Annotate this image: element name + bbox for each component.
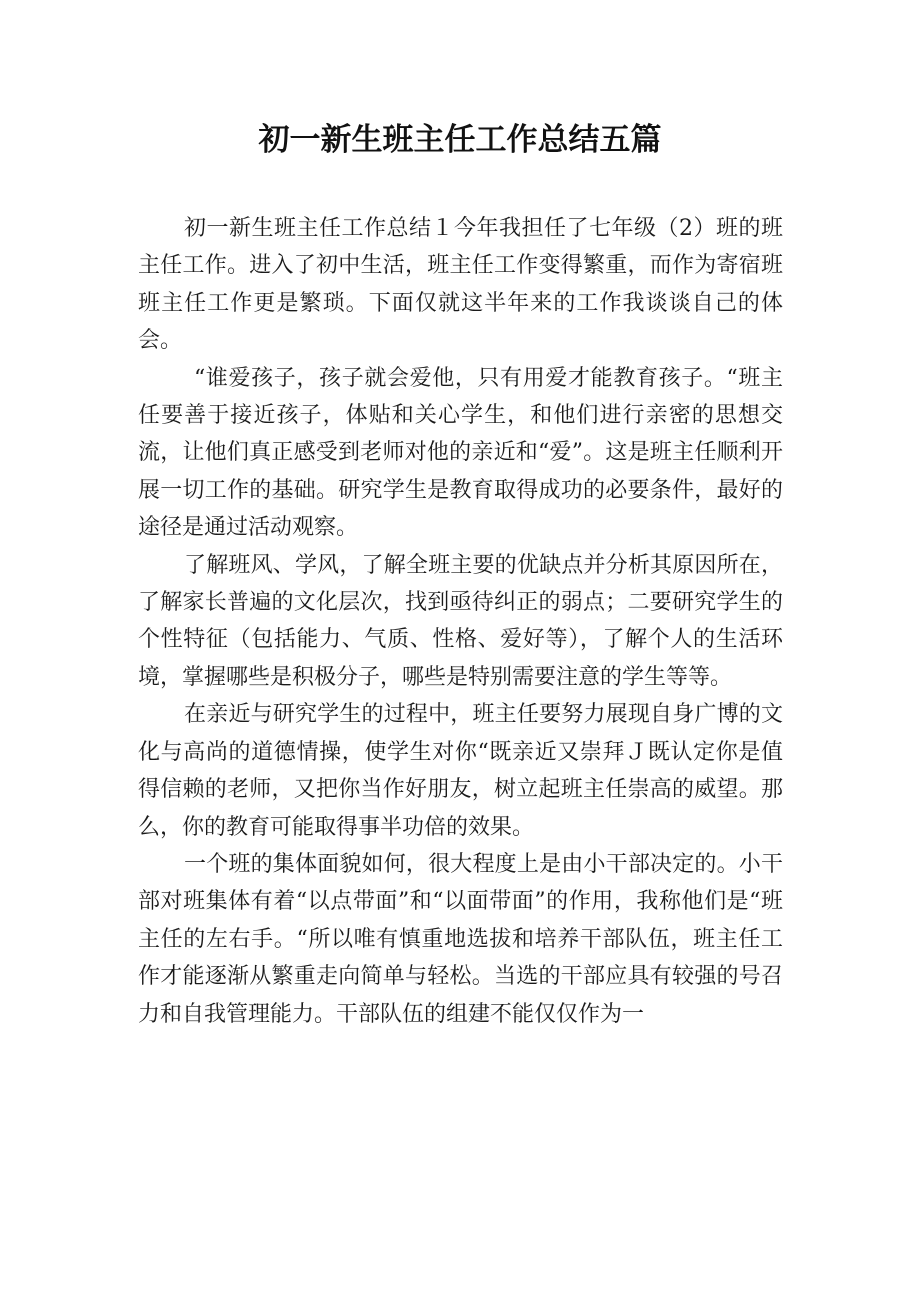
paragraph: 一个班的集体面貌如何，很大程度上是由小干部决定的。小干部对班集体有着“以点带面”和“以面带面”的作用，我称他们是“班主任的左右手。“所以唯有慎重地选拔和培养干部队伍，班主任工作才能逐渐从繁重走向简单与轻松。当选的干部应具有较强的号召力和自我管理能力。干部队伍的组建不能仅仅作为一 <box>138 851 783 1027</box>
paragraph: 了解班风、学风，了解全班主要的优缺点并分析其原因所在，了解家长普遍的文化层次，找到亟待纠正的弱点；二要研究学生的个性特征（包括能力、气质、性格、爱好等），了解个人的生活环境，掌握哪些是积极分子，哪些是特别需要注意的学生等等。 <box>138 552 783 690</box>
paragraph: 初一新生班主任工作总结１今年我担任了七年级（2）班的班主任工作。进入了初中生活，班主任工作变得繁重，而作为寄宿班班主任工作更是繁琐。下面仅就这半年来的工作我谈谈自己的体会。 <box>138 216 783 354</box>
document-body <box>138 210 783 1033</box>
page-title: 初一新生班主任工作总结五篇 <box>258 122 662 158</box>
paragraph: 在亲近与研究学生的过程中，班主任要努力展现自身广博的文化与高尚的道德情操，使学生对你“既亲近又崇拜Ｊ既认定你是值得信赖的老师，又把你当作好朋友，树立起班主任崇高的威望。那么，你的教育可能取得事半功倍的效果。 <box>138 702 783 840</box>
paragraph: “谁爱孩子，孩子就会爱他，只有用爱才能教育孩子。“班主任要善于接近孩子，体贴和关心学生，和他们进行亲密的思想交流，让他们真正感受到老师对他的亲近和“爱”。这是班主任顺利开展一切工作的基础。研究学生是教育取得成功的必要条件，最好的途径是通过活动观察。 <box>138 365 783 541</box>
